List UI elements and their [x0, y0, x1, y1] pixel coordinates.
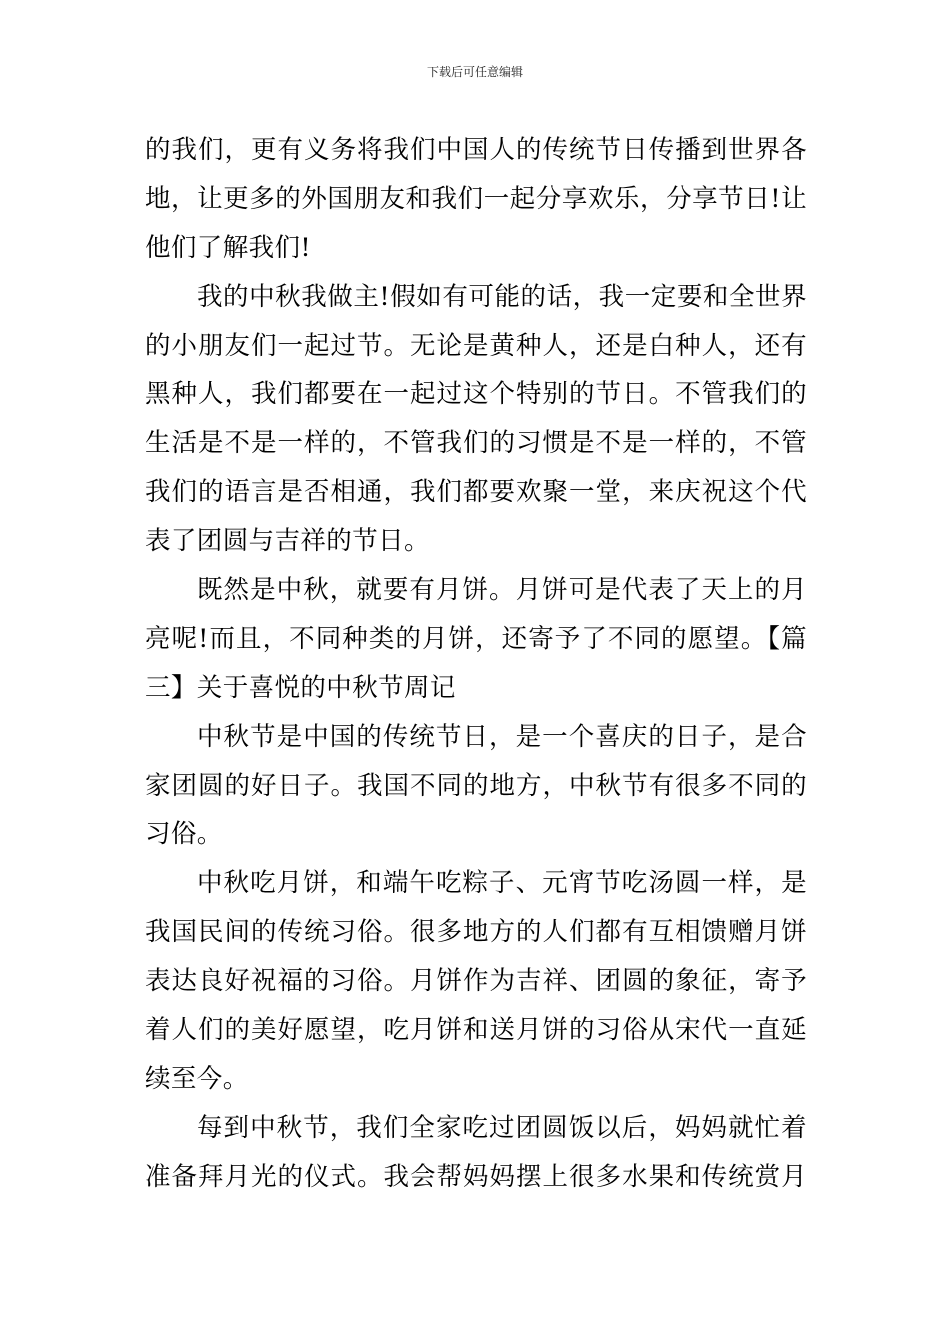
paragraph-first-line: 既然是中秋，就要有月饼。月饼可是代表了天上的月	[197, 575, 807, 606]
text-line: 我们的语言是否相通，我们都要欢聚一堂，来庆祝这个代	[145, 477, 807, 508]
paragraph-first-line: 中秋节是中国的传统节日，是一个喜庆的日子，是合	[197, 721, 807, 752]
text-line: 的小朋友们一起过节。无论是黄种人，还是白种人，还有	[145, 330, 807, 361]
text-line: 家团圆的好日子。我国不同的地方，中秋节有很多不同的	[145, 770, 807, 801]
text-line: 他们了解我们!	[145, 232, 312, 263]
text-line: 表达良好祝福的习俗。月饼作为吉祥、团圆的象征，寄予	[145, 966, 807, 997]
text-line: 地，让更多的外国朋友和我们一起分享欢乐，分享节日!让	[145, 183, 807, 214]
text-line: 续至今。	[145, 1063, 249, 1094]
text-line: 准备拜月光的仪式。我会帮妈妈摆上很多水果和传统赏月	[145, 1161, 807, 1192]
text-line: 黑种人，我们都要在一起过这个特别的节日。不管我们的	[145, 379, 807, 410]
text-line: 亮呢!而且，不同种类的月饼，还寄予了不同的愿望。【篇	[145, 623, 807, 654]
text-line: 着人们的美好愿望，吃月饼和送月饼的习俗从宋代一直延	[145, 1015, 807, 1046]
paragraph-first-line: 每到中秋节，我们全家吃过团圆饭以后，妈妈就忙着	[197, 1112, 807, 1143]
paragraph-first-line: 中秋吃月饼，和端午吃粽子、元宵节吃汤圆一样，是	[197, 868, 807, 899]
paragraph-first-line: 我的中秋我做主!假如有可能的话，我一定要和全世界	[197, 281, 807, 312]
text-line: 的我们，更有义务将我们中国人的传统节日传播到世界各	[145, 135, 807, 165]
text-line: 习俗。	[145, 819, 223, 850]
text-line: 生活是不是一样的，不管我们的习惯是不是一样的，不管	[145, 428, 807, 459]
document-body	[145, 126, 807, 1202]
page-header: 下载后可任意编辑	[426, 65, 523, 79]
text-line: 我国民间的传统习俗。很多地方的人们都有互相馈赠月饼	[145, 917, 807, 948]
text-line: 表了团圆与吉祥的节日。	[145, 526, 430, 557]
text-line: 三】关于喜悦的中秋节周记	[145, 672, 456, 703]
